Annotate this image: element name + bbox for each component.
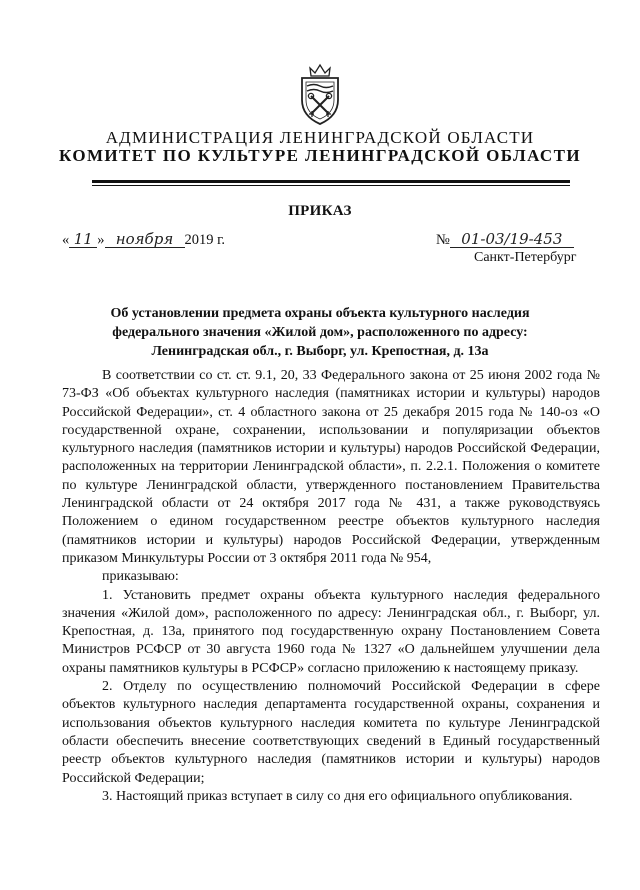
committee-name: КОМИТЕТ ПО КУЛЬТУРЕ ЛЕНИНГРАДСКОЙ ОБЛАСТИ	[59, 146, 581, 165]
order-number-prefix: №	[436, 232, 450, 248]
order-item: 1. Установить предмет охраны объекта культурного наследия федерального значения «Жилой дом», расположенного по адресу: Ленинградская обл., г. Выборг, ул. Крепостная, д. 13а, принятого под государственную охрану Постановлением Совета Министров РСФСР от 30 августа 1960 года № 1327 «О дальнейшем улучшении дела охраны памятников культуры в РСФСР» согласно приложению к настоящему приказу.	[62, 587, 600, 676]
date-day: 11	[69, 231, 97, 248]
order-body	[62, 367, 600, 806]
header-divider-thin	[92, 185, 570, 186]
date-month: ноября	[105, 231, 185, 248]
preamble-paragraph: В соответствии со ст. ст. 9.1, 20, 33 Федерального закона от 25 июня 2002 года № 73-ФЗ «Об объектах культурного наследия (памятниках истории и культуры) народов Российской Федерации», ст. 4 областного закона от 25 декабря 2015 года № 140-оз «О государственной охране, сохранении, использовании и популяризации объектов культурного наследия (памятников истории и культуры) народов Российской Федерации, расположенных на территории Ленинградской области», п. 2.2.1. Положения о комитете по культуре Ленинградской области, утвержденного постановлением Правительства Ленинградской области от 24 октября 2017 года № 431, а также руководствуясь Положением о едином государственном реестре объектов культурного наследия (памятников истории и культуры) народов Российской Федерации, утвержденным приказом Минкультуры России от 3 октября 2011 года № 954,	[62, 368, 600, 566]
order-item: 2. Отделу по осуществлению полномочий Российской Федерации в сфере объектов культурного наследия департамента государственной охраны, сохранения и использования объектов культурного наследия комитета по культуре Ленинградской области обеспечить внесение соответствующих сведений в Единый государственный реестр объектов культурного наследия (памятников истории и культуры) народов Российской Федерации;	[62, 679, 600, 786]
subject-line: Об установлении предмета охраны объекта культурного наследия	[110, 306, 530, 321]
date-close-quote: »	[97, 232, 105, 248]
order-item: 3. Настоящий приказ вступает в силу со дня его официального опубликования.	[102, 788, 573, 804]
subject-line: Ленинградская обл., г. Выборг, ул. Крепостная, д. 13а	[151, 344, 489, 359]
administration-name: АДМИНИСТРАЦИЯ ЛЕНИНГРАДСКОЙ ОБЛАСТИ	[105, 128, 535, 147]
header-divider-thick	[92, 180, 570, 183]
city: Санкт-Петербург	[474, 250, 577, 265]
order-number	[436, 231, 574, 249]
document-title: ПРИКАЗ	[288, 203, 352, 219]
order-subject	[60, 304, 580, 361]
subject-line: федерального значения «Жилой дом», расположенного по адресу:	[112, 325, 528, 340]
date-year: 2019 г.	[184, 232, 226, 248]
order-word: приказываю:	[102, 569, 179, 585]
date-open-quote: «	[62, 232, 70, 248]
order-date	[62, 231, 225, 249]
coat-of-arms-icon	[296, 62, 344, 126]
order-number-value: 01-03/19-453	[450, 231, 574, 248]
